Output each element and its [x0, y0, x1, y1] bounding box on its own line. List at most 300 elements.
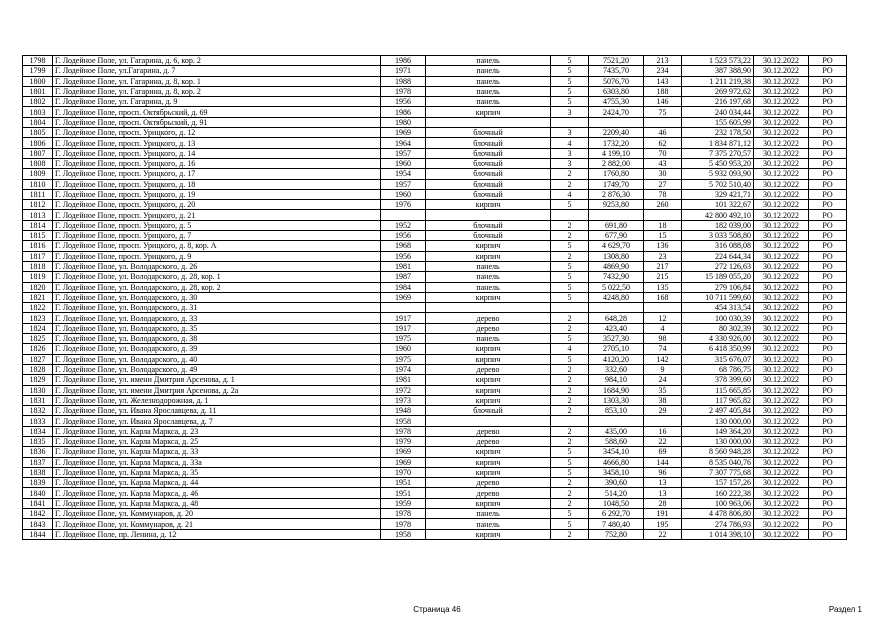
cell-address: Г. Лодейное Поле, просп. Октябрьский, д. 69	[53, 107, 381, 117]
cell-row-number: 1802	[23, 97, 53, 107]
cell-address: Г. Лодейное Поле, просп. Урицкого, д. 12	[53, 128, 381, 138]
cell-build-year: 1956	[381, 97, 426, 107]
cell-residents: 260	[644, 200, 682, 210]
cell-build-year: 1984	[381, 282, 426, 292]
cell-area: 1048,50	[589, 498, 644, 508]
cell-build-year: 1978	[381, 519, 426, 529]
cell-address: Г. Лодейное Поле, просп. Урицкого, д. 21	[53, 210, 381, 220]
cell-date: 30.12.2022	[754, 56, 809, 66]
cell-cost: 6 418 350,99	[682, 344, 754, 354]
cell-wall-material: дерево	[426, 313, 551, 323]
cell-floors: 5	[551, 354, 589, 364]
cell-build-year: 1960	[381, 158, 426, 168]
cell-row-number: 1818	[23, 261, 53, 271]
cell-residents: 98	[644, 334, 682, 344]
cell-floors: 2	[551, 169, 589, 179]
cell-program: РО	[809, 66, 847, 76]
cell-wall-material: кирпич	[426, 498, 551, 508]
cell-program: РО	[809, 488, 847, 498]
cell-floors: 2	[551, 231, 589, 241]
cell-program: РО	[809, 385, 847, 395]
cell-date: 30.12.2022	[754, 447, 809, 457]
cell-date: 30.12.2022	[754, 66, 809, 76]
cell-program: РО	[809, 436, 847, 446]
cell-build-year: 1968	[381, 241, 426, 251]
cell-date: 30.12.2022	[754, 395, 809, 405]
cell-area: 648,28	[589, 313, 644, 323]
cell-address: Г. Лодейное Поле, ул. Карла Маркса, д. 33а	[53, 457, 381, 467]
cell-wall-material: кирпич	[426, 251, 551, 261]
cell-floors: 5	[551, 76, 589, 86]
cell-floors: 3	[551, 158, 589, 168]
cell-wall-material: панель	[426, 509, 551, 519]
cell-wall-material: кирпич	[426, 241, 551, 251]
cell-residents: 191	[644, 509, 682, 519]
cell-date: 30.12.2022	[754, 426, 809, 436]
cell-program: РО	[809, 97, 847, 107]
cell-residents: 142	[644, 354, 682, 364]
cell-build-year: 1969	[381, 457, 426, 467]
cell-address: Г. Лодейное Поле, ул.Гагарина, д. 7	[53, 66, 381, 76]
cell-area: 3527,30	[589, 334, 644, 344]
cell-floors: 5	[551, 200, 589, 210]
cell-area: 4 629,70	[589, 241, 644, 251]
cell-residents: 18	[644, 220, 682, 230]
cell-area: 5076,70	[589, 76, 644, 86]
cell-floors: 3	[551, 107, 589, 117]
cell-area: 4 199,10	[589, 148, 644, 158]
cell-build-year: 1952	[381, 220, 426, 230]
cell-floors: 2	[551, 364, 589, 374]
cell-row-number: 1813	[23, 210, 53, 220]
cell-wall-material: дерево	[426, 478, 551, 488]
cell-wall-material: кирпич	[426, 395, 551, 405]
cell-date: 30.12.2022	[754, 478, 809, 488]
cell-row-number: 1803	[23, 107, 53, 117]
cell-floors: 5	[551, 97, 589, 107]
cell-residents	[644, 303, 682, 313]
cell-date: 30.12.2022	[754, 529, 809, 539]
cell-wall-material: панель	[426, 66, 551, 76]
cell-date: 30.12.2022	[754, 138, 809, 148]
cell-residents: 217	[644, 261, 682, 271]
cell-cost: 115 665,85	[682, 385, 754, 395]
cell-cost: 4 478 806,80	[682, 509, 754, 519]
cell-address: Г. Лодейное Поле, ул. Володарского, д. 35	[53, 323, 381, 333]
cell-date: 30.12.2022	[754, 158, 809, 168]
table-row	[23, 406, 847, 416]
cell-cost: 5 932 093,90	[682, 169, 754, 179]
cell-build-year: 1969	[381, 292, 426, 302]
cell-build-year: 1917	[381, 313, 426, 323]
cell-area: 7432,90	[589, 272, 644, 282]
cell-area: 3458,10	[589, 467, 644, 477]
cell-wall-material: кирпич	[426, 385, 551, 395]
cell-cost: 117 965,82	[682, 395, 754, 405]
cell-row-number: 1810	[23, 179, 53, 189]
cell-date: 30.12.2022	[754, 261, 809, 271]
cell-area: 6303,80	[589, 86, 644, 96]
cell-area: 5 022,50	[589, 282, 644, 292]
cell-residents: 16	[644, 426, 682, 436]
cell-floors: 5	[551, 56, 589, 66]
cell-area: 2 882,00	[589, 158, 644, 168]
cell-program: РО	[809, 375, 847, 385]
cell-floors: 4	[551, 189, 589, 199]
cell-area: 1684,90	[589, 385, 644, 395]
cell-program: РО	[809, 457, 847, 467]
table-row	[23, 334, 847, 344]
cell-address: Г. Лодейное Поле, ул. Володарского, д. 33	[53, 313, 381, 323]
cell-residents: 12	[644, 313, 682, 323]
cell-cost: 279 106,84	[682, 282, 754, 292]
cell-cost: 100 963,06	[682, 498, 754, 508]
cell-address: Г. Лодейное Поле, ул. Володарского, д. 30	[53, 292, 381, 302]
cell-address: Г. Лодейное Поле, ул. Ивана Ярославцева, д. 11	[53, 406, 381, 416]
cell-residents	[644, 117, 682, 127]
cell-cost: 157 157,26	[682, 478, 754, 488]
cell-residents: 78	[644, 189, 682, 199]
cell-row-number: 1820	[23, 282, 53, 292]
cell-floors	[551, 416, 589, 426]
cell-date: 30.12.2022	[754, 241, 809, 251]
cell-area: 390,60	[589, 478, 644, 488]
cell-wall-material: кирпич	[426, 447, 551, 457]
cell-residents: 96	[644, 467, 682, 477]
table-row	[23, 436, 847, 446]
cell-area	[589, 303, 644, 313]
cell-row-number: 1798	[23, 56, 53, 66]
table-row	[23, 457, 847, 467]
cell-row-number: 1804	[23, 117, 53, 127]
cell-residents: 30	[644, 169, 682, 179]
cell-cost: 1 014 398,10	[682, 529, 754, 539]
cell-address: Г. Лодейное Поле, ул. Коммунаров, д. 21	[53, 519, 381, 529]
cell-residents: 213	[644, 56, 682, 66]
table-row	[23, 169, 847, 179]
cell-cost: 10 711 599,60	[682, 292, 754, 302]
cell-date: 30.12.2022	[754, 498, 809, 508]
cell-area: 1308,80	[589, 251, 644, 261]
cell-residents: 75	[644, 107, 682, 117]
cell-cost: 3 033 508,80	[682, 231, 754, 241]
table-row	[23, 148, 847, 158]
cell-build-year: 1948	[381, 406, 426, 416]
cell-cost: 315 676,07	[682, 354, 754, 364]
cell-build-year: 1960	[381, 189, 426, 199]
cell-address: Г. Лодейное Поле, ул. Железнодорожная, д. 1	[53, 395, 381, 405]
cell-address: Г. Лодейное Поле, ул. Коммунаров, д. 20	[53, 509, 381, 519]
cell-wall-material: дерево	[426, 436, 551, 446]
cell-build-year: 1956	[381, 231, 426, 241]
cell-wall-material: панель	[426, 519, 551, 529]
table-row	[23, 395, 847, 405]
cell-area: 2209,40	[589, 128, 644, 138]
cell-wall-material: панель	[426, 272, 551, 282]
cell-program: РО	[809, 200, 847, 210]
cell-build-year: 1975	[381, 354, 426, 364]
cell-area: 691,80	[589, 220, 644, 230]
cell-row-number: 1832	[23, 406, 53, 416]
table-row	[23, 66, 847, 76]
table-row	[23, 128, 847, 138]
cell-residents: 43	[644, 158, 682, 168]
cell-cost: 454 313,54	[682, 303, 754, 313]
cell-row-number: 1807	[23, 148, 53, 158]
cell-floors: 5	[551, 509, 589, 519]
cell-row-number: 1839	[23, 478, 53, 488]
cell-area: 2705,10	[589, 344, 644, 354]
cell-row-number: 1815	[23, 231, 53, 241]
cell-build-year: 1987	[381, 272, 426, 282]
cell-build-year: 1958	[381, 416, 426, 426]
cell-area: 423,40	[589, 323, 644, 333]
cell-cost: 68 786,75	[682, 364, 754, 374]
cell-wall-material: блочный	[426, 220, 551, 230]
cell-floors: 5	[551, 447, 589, 457]
cell-program: РО	[809, 86, 847, 96]
cell-wall-material: кирпич	[426, 375, 551, 385]
table-row	[23, 323, 847, 333]
cell-date: 30.12.2022	[754, 117, 809, 127]
cell-residents	[644, 210, 682, 220]
cell-area: 4666,80	[589, 457, 644, 467]
cell-cost: 182 039,00	[682, 220, 754, 230]
cell-floors: 2	[551, 529, 589, 539]
cell-row-number: 1811	[23, 189, 53, 199]
cell-row-number: 1819	[23, 272, 53, 282]
cell-area: 6 292,70	[589, 509, 644, 519]
table-row	[23, 107, 847, 117]
cell-date: 30.12.2022	[754, 313, 809, 323]
cell-program: РО	[809, 303, 847, 313]
cell-floors: 5	[551, 457, 589, 467]
cell-address: Г. Лодейное Поле, ул. Володарского, д. 28, кор. 2	[53, 282, 381, 292]
table-row	[23, 375, 847, 385]
cell-address: Г. Лодейное Поле, просп. Урицкого, д. 19	[53, 189, 381, 199]
cell-floors	[551, 210, 589, 220]
cell-wall-material: блочный	[426, 179, 551, 189]
table-row	[23, 117, 847, 127]
cell-program: РО	[809, 138, 847, 148]
cell-wall-material: блочный	[426, 158, 551, 168]
table-row	[23, 426, 847, 436]
cell-address: Г. Лодейное Поле, просп. Урицкого, д. 14	[53, 148, 381, 158]
cell-build-year	[381, 210, 426, 220]
cell-area: 332,60	[589, 364, 644, 374]
cell-residents: 27	[644, 179, 682, 189]
table-row	[23, 56, 847, 66]
cell-row-number: 1801	[23, 86, 53, 96]
cell-date: 30.12.2022	[754, 210, 809, 220]
cell-build-year: 1986	[381, 107, 426, 117]
cell-residents: 146	[644, 97, 682, 107]
cell-floors: 5	[551, 241, 589, 251]
cell-wall-material: кирпич	[426, 292, 551, 302]
cell-cost: 80 302,39	[682, 323, 754, 333]
cell-row-number: 1829	[23, 375, 53, 385]
cell-program: РО	[809, 272, 847, 282]
cell-wall-material: панель	[426, 86, 551, 96]
cell-row-number: 1809	[23, 169, 53, 179]
table-row	[23, 200, 847, 210]
cell-date: 30.12.2022	[754, 344, 809, 354]
cell-floors: 2	[551, 478, 589, 488]
cell-build-year: 1970	[381, 467, 426, 477]
cell-wall-material: дерево	[426, 426, 551, 436]
cell-address: Г. Лодейное Поле, просп. Урицкого, д. 17	[53, 169, 381, 179]
cell-program: РО	[809, 210, 847, 220]
cell-program: РО	[809, 406, 847, 416]
cell-address: Г. Лодейное Поле, ул. Карла Маркса, д. 33	[53, 447, 381, 457]
table-row	[23, 86, 847, 96]
cell-row-number: 1824	[23, 323, 53, 333]
cell-residents: 13	[644, 478, 682, 488]
cell-floors: 5	[551, 292, 589, 302]
cell-date: 30.12.2022	[754, 354, 809, 364]
cell-row-number: 1837	[23, 457, 53, 467]
cell-residents: 143	[644, 76, 682, 86]
cell-wall-material: кирпич	[426, 344, 551, 354]
cell-row-number: 1812	[23, 200, 53, 210]
table-row	[23, 158, 847, 168]
cell-address: Г. Лодейное Поле, ул. Карла Маркса, д. 35	[53, 467, 381, 477]
cell-address: Г. Лодейное Поле, ул. Ивана Ярославцева, д. 7	[53, 416, 381, 426]
cell-wall-material: блочный	[426, 128, 551, 138]
cell-floors: 2	[551, 313, 589, 323]
cell-row-number: 1838	[23, 467, 53, 477]
cell-build-year: 1980	[381, 117, 426, 127]
cell-cost: 387 388,90	[682, 66, 754, 76]
cell-cost: 8 560 948,28	[682, 447, 754, 457]
cell-area: 752,80	[589, 529, 644, 539]
table-row	[23, 519, 847, 529]
cell-residents: 195	[644, 519, 682, 529]
cell-build-year: 1988	[381, 76, 426, 86]
cell-wall-material: дерево	[426, 323, 551, 333]
cell-address: Г. Лодейное Поле, ул. Гагарина, д. 8, кор. 1	[53, 76, 381, 86]
cell-program: РО	[809, 128, 847, 138]
cell-residents: 22	[644, 436, 682, 446]
cell-build-year: 1981	[381, 261, 426, 271]
cell-floors: 4	[551, 344, 589, 354]
cell-cost: 224 644,34	[682, 251, 754, 261]
cell-wall-material: блочный	[426, 231, 551, 241]
cell-area	[589, 210, 644, 220]
table-row	[23, 313, 847, 323]
cell-cost: 101 322,67	[682, 200, 754, 210]
table-row	[23, 478, 847, 488]
cell-build-year: 1957	[381, 148, 426, 158]
cell-program: РО	[809, 334, 847, 344]
cell-address: Г. Лодейное Поле, ул. Карла Маркса, д. 44	[53, 478, 381, 488]
cell-address: Г. Лодейное Поле, ул. Володарского, д. 49	[53, 364, 381, 374]
cell-date: 30.12.2022	[754, 189, 809, 199]
cell-row-number: 1828	[23, 364, 53, 374]
cell-floors: 2	[551, 385, 589, 395]
table-row	[23, 303, 847, 313]
cell-date: 30.12.2022	[754, 251, 809, 261]
table-row	[23, 189, 847, 199]
cell-residents: 144	[644, 457, 682, 467]
cell-cost: 7 375 270,57	[682, 148, 754, 158]
table-row	[23, 292, 847, 302]
cell-wall-material: кирпич	[426, 467, 551, 477]
cell-wall-material: панель	[426, 334, 551, 344]
cell-address: Г. Лодейное Поле, ул. имени Дмитрия Арсенова, д. 2а	[53, 385, 381, 395]
cell-build-year: 1917	[381, 323, 426, 333]
cell-row-number: 1833	[23, 416, 53, 426]
cell-area: 677,90	[589, 231, 644, 241]
cell-program: РО	[809, 117, 847, 127]
cell-area: 1749,70	[589, 179, 644, 189]
register-table-container	[22, 55, 846, 540]
cell-area: 4869,90	[589, 261, 644, 271]
cell-residents: 22	[644, 529, 682, 539]
cell-floors: 5	[551, 519, 589, 529]
cell-floors: 5	[551, 86, 589, 96]
cell-wall-material: блочный	[426, 148, 551, 158]
cell-build-year: 1956	[381, 251, 426, 261]
cell-residents: 74	[644, 344, 682, 354]
cell-wall-material	[426, 416, 551, 426]
cell-date: 30.12.2022	[754, 169, 809, 179]
cell-row-number: 1825	[23, 334, 53, 344]
cell-residents: 15	[644, 231, 682, 241]
cell-row-number: 1814	[23, 220, 53, 230]
cell-area: 4120,20	[589, 354, 644, 364]
cell-build-year: 1954	[381, 169, 426, 179]
cell-area: 435,00	[589, 426, 644, 436]
cell-floors: 5	[551, 282, 589, 292]
cell-address: Г. Лодейное Поле, просп. Урицкого, д. 9	[53, 251, 381, 261]
cell-area: 588,60	[589, 436, 644, 446]
cell-floors: 2	[551, 426, 589, 436]
cell-cost: 232 178,50	[682, 128, 754, 138]
cell-build-year: 1978	[381, 509, 426, 519]
cell-cost: 216 197,68	[682, 97, 754, 107]
cell-cost: 155 605,99	[682, 117, 754, 127]
cell-row-number: 1840	[23, 488, 53, 498]
cell-row-number: 1808	[23, 158, 53, 168]
cell-cost: 378 399,60	[682, 375, 754, 385]
cell-row-number: 1816	[23, 241, 53, 251]
cell-residents: 28	[644, 498, 682, 508]
cell-wall-material: блочный	[426, 169, 551, 179]
cell-cost: 272 126,63	[682, 261, 754, 271]
cell-floors: 3	[551, 128, 589, 138]
cell-floors: 2	[551, 323, 589, 333]
cell-program: РО	[809, 467, 847, 477]
cell-build-year: 1975	[381, 334, 426, 344]
cell-area: 1732,20	[589, 138, 644, 148]
cell-program: РО	[809, 169, 847, 179]
cell-wall-material	[426, 210, 551, 220]
cell-cost: 7 307 775,68	[682, 467, 754, 477]
cell-build-year: 1978	[381, 86, 426, 96]
cell-area: 9253,80	[589, 200, 644, 210]
cell-date: 30.12.2022	[754, 272, 809, 282]
cell-address: Г. Лодейное Поле, просп. Урицкого, д. 16	[53, 158, 381, 168]
cell-build-year: 1973	[381, 395, 426, 405]
cell-date: 30.12.2022	[754, 282, 809, 292]
cell-residents: 215	[644, 272, 682, 282]
cell-program: РО	[809, 509, 847, 519]
cell-program: РО	[809, 447, 847, 457]
cell-cost: 329 421,71	[682, 189, 754, 199]
cell-row-number: 1831	[23, 395, 53, 405]
table-row	[23, 416, 847, 426]
